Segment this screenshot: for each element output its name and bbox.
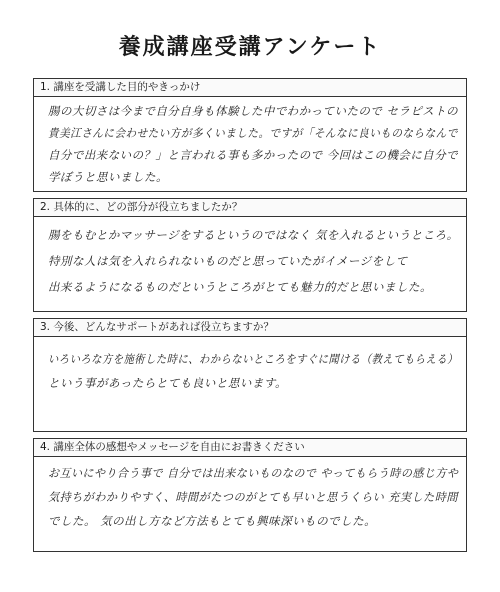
- section-impressions: [33, 438, 467, 552]
- answer-line: 腸をもむとかマッサージをするというのではなく 気を入れるというところ。: [48, 228, 459, 242]
- section-heading: 3. 今後、どんなサポートがあれば役立ちますか？: [34, 319, 466, 337]
- page-title: 養成講座受講アンケート: [118, 35, 382, 60]
- answer-line: 学ぼうと思いました。: [48, 170, 168, 184]
- section-heading: 4. 講座全体の感想やメッセージを自由にお書きください: [34, 439, 466, 457]
- section-heading: 2. 具体的に、どの部分が役立ちましたか？: [34, 199, 466, 217]
- answer-line: という事があったらとても良いと思います。: [48, 376, 287, 390]
- answer-line: 自分で出来ないの？」と言われる事も多かったので 今回はこの機会に自分で: [48, 148, 459, 162]
- answer-line: いろいろな方を施術した時に、わからないところをすぐに聞ける（教えてもらえる）: [48, 352, 458, 366]
- section-heading: 1. 講座を受講した目的やきっかけ: [34, 79, 466, 97]
- section-useful-parts: [33, 198, 467, 312]
- answer-line: 貴美江さんに会わせたい方が多くいました。ですが「そんなに良いものならなんで: [48, 126, 458, 140]
- answer-line: 出来るようになるものだというところがとても魅力的だと思いました。: [48, 280, 432, 294]
- answer-line: 腸の大切さは今まで自分自身も体験した中でわかっていたので セラピストの: [48, 104, 459, 118]
- section-purpose: [33, 78, 467, 192]
- answer-line: お互いにやり合う事で 自分では出来ないものなので やってもらう時の感じ方や: [48, 466, 459, 480]
- answer-line: 特別な人は気を入れられないものだと思っていたがイメージをして: [48, 254, 408, 268]
- section-support: [33, 318, 467, 432]
- answer-line: でした。 気の出し方など方法もとても興味深いものでした。: [48, 514, 377, 528]
- answer-line: 気持ちがわかりやすく、時間がたつのがとても早いと思うくらい 充実した時間: [48, 490, 458, 504]
